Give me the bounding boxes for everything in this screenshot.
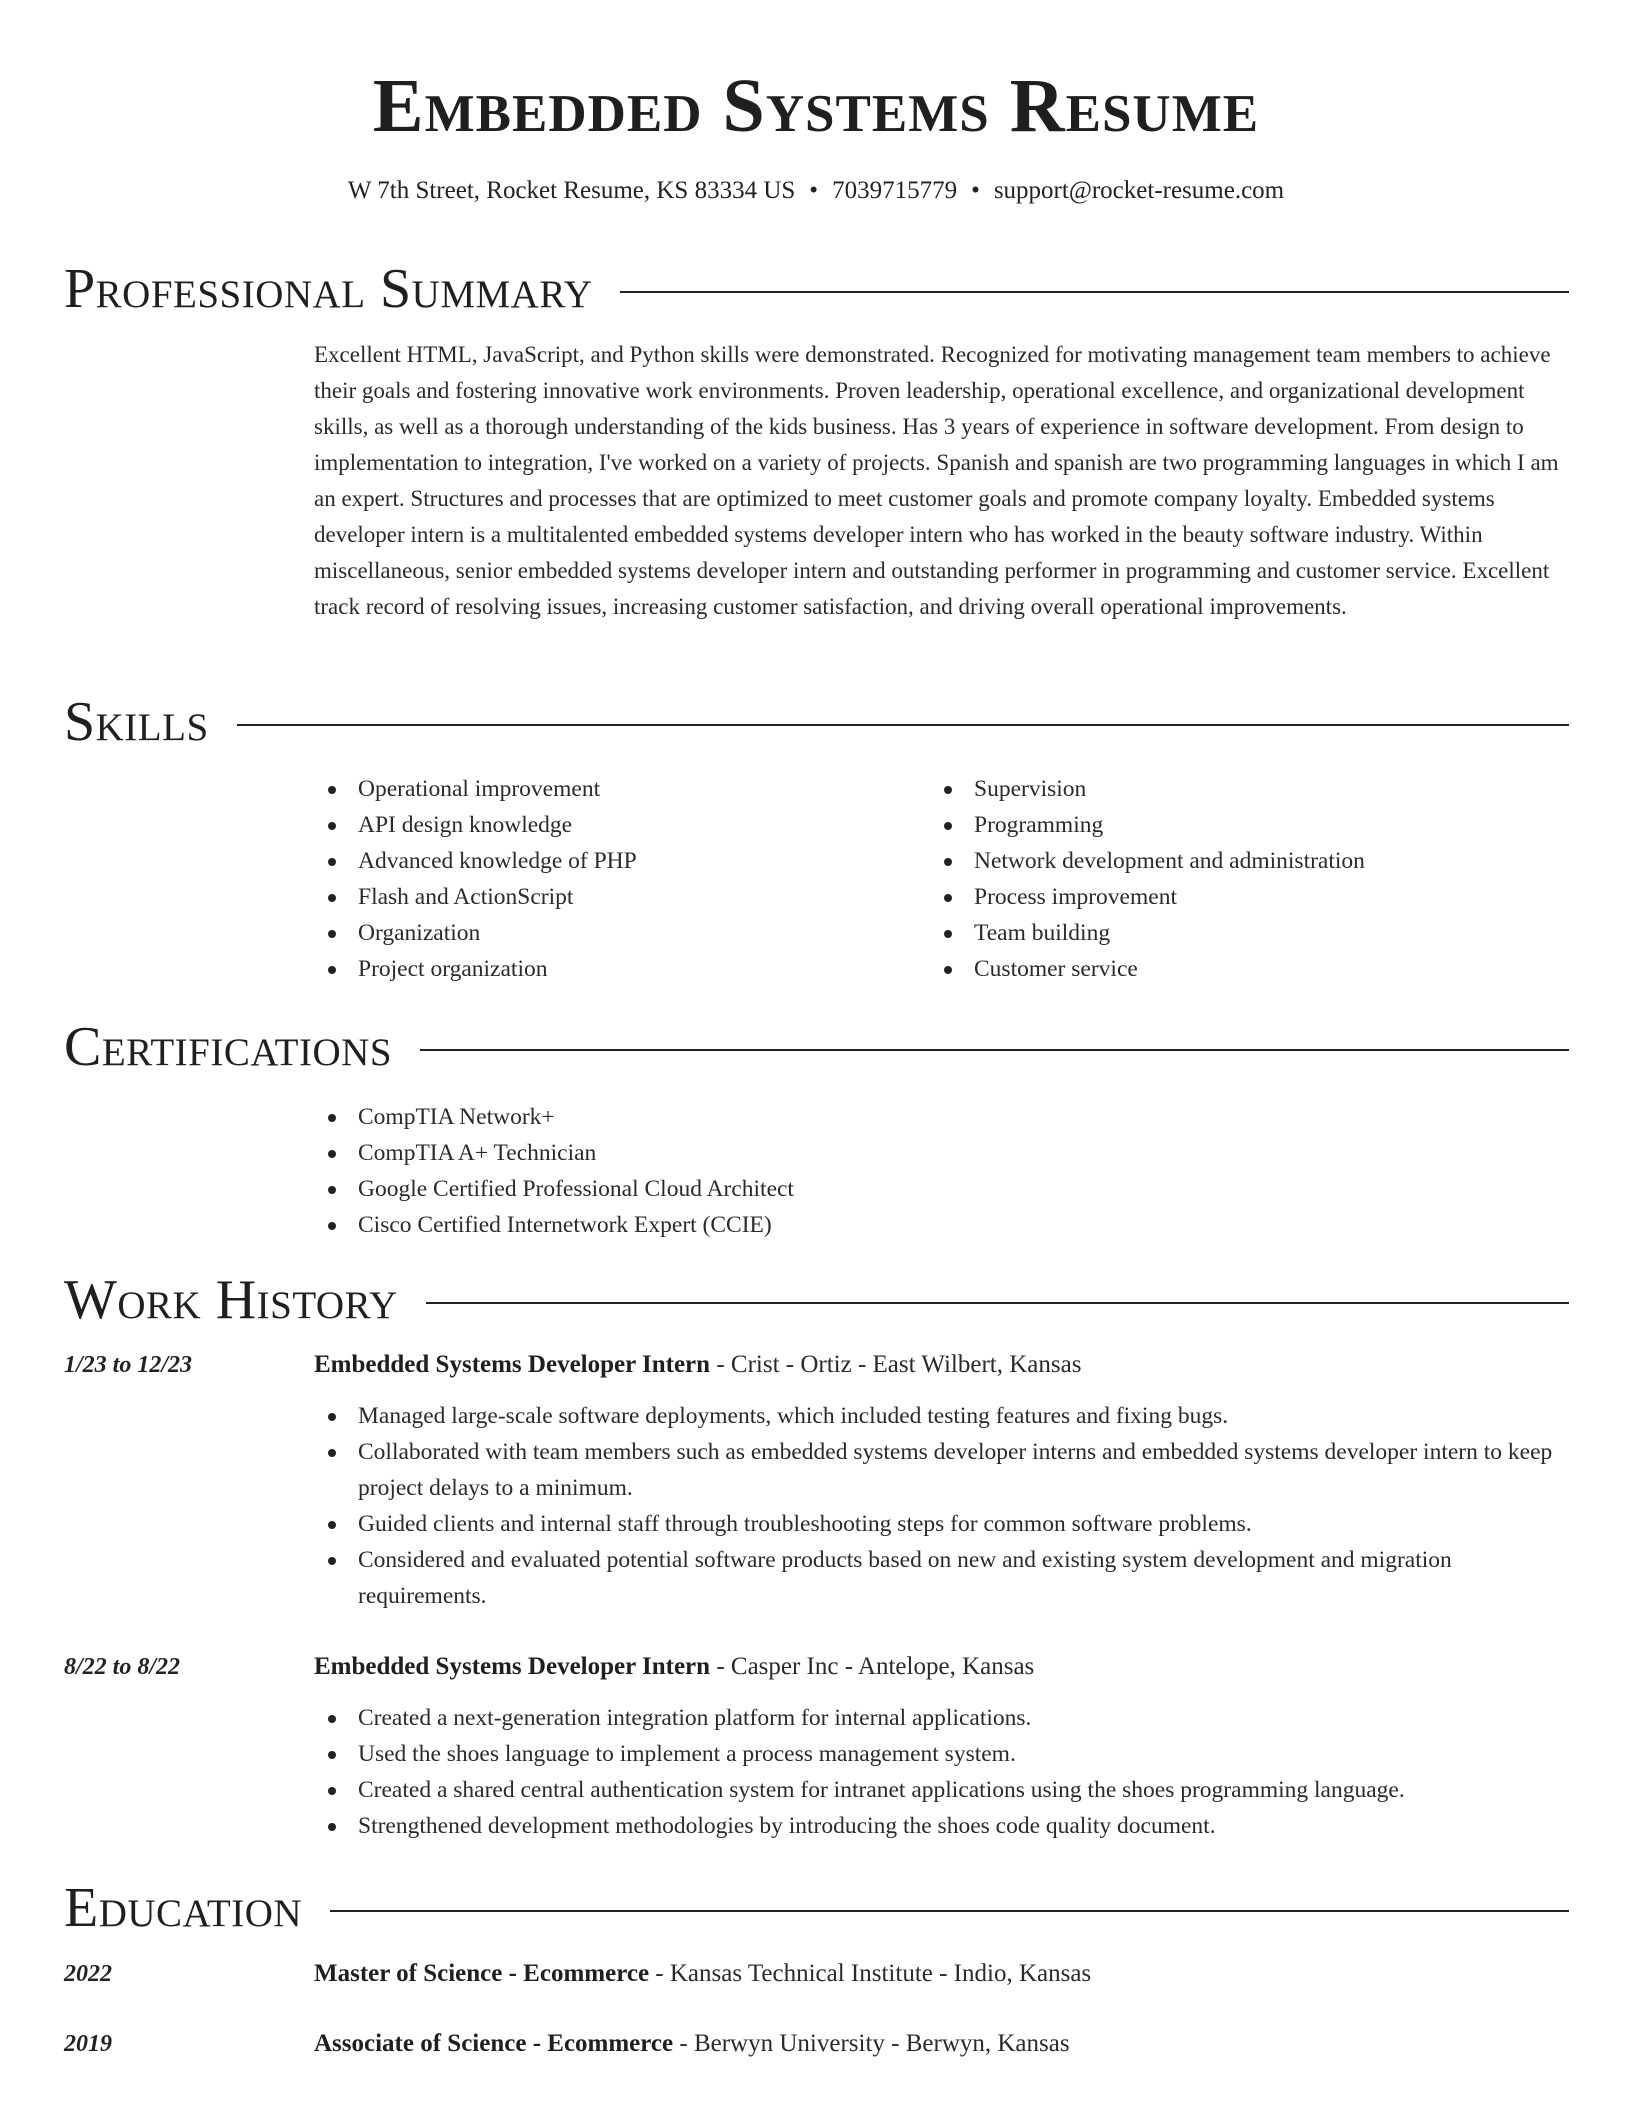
- job-bullet: Collaborated with team members such as embedded systems developer interns and embedded systems developer intern to keep project delays to a minimum.: [314, 1434, 1574, 1506]
- certification-item: Cisco Certified Internetwork Expert (CCIE): [314, 1207, 1564, 1243]
- contact-address: W 7th Street, Rocket Resume, KS 83334 US: [347, 177, 796, 204]
- skill-item: Supervision: [930, 771, 1570, 807]
- job-bullet: Created a shared central authentication system for intranet applications using the shoes programming language.: [314, 1772, 1574, 1808]
- certification-item: CompTIA Network+: [314, 1099, 1564, 1135]
- contact-separator: •: [809, 177, 819, 204]
- education-entry: [314, 2026, 1564, 2062]
- job-dates: 1/23 to 12/23: [64, 1352, 193, 1378]
- education-year: 2022: [64, 1961, 112, 1987]
- skill-item: Programming: [930, 807, 1570, 843]
- skills-list-right: [930, 771, 1570, 987]
- skill-item: Organization: [314, 915, 914, 951]
- skill-item: Project organization: [314, 951, 914, 987]
- resume-title: Embedded Systems Resume: [372, 64, 1260, 148]
- skill-item: Network development and administration: [930, 843, 1570, 879]
- job-company: - Crist - Ortiz - East Wilbert, Kansas: [710, 1351, 1082, 1378]
- section-divider: [237, 724, 1569, 726]
- certification-item: Google Certified Professional Cloud Architect: [314, 1171, 1564, 1207]
- education-degree: Associate of Science - Ecommerce: [314, 2030, 674, 2057]
- section-header-summary: [64, 257, 1569, 321]
- education-year: 2019: [64, 2031, 112, 2057]
- skill-item: Team building: [930, 915, 1570, 951]
- job-bullet: Considered and evaluated potential software products based on new and existing system development and migration requirements.: [314, 1542, 1574, 1614]
- job-dates: 8/22 to 8/22: [64, 1654, 181, 1680]
- section-divider: [330, 1910, 1569, 1912]
- section-divider: [620, 291, 1569, 293]
- education-degree: Master of Science - Ecommerce: [314, 1960, 650, 1987]
- contact-separator: •: [971, 177, 980, 204]
- job-company: - Casper Inc - Antelope, Kansas: [710, 1653, 1035, 1680]
- job-bullets: [314, 1700, 1574, 1844]
- job-bullet: Used the shoes language to implement a process management system.: [314, 1736, 1574, 1772]
- skill-item: API design knowledge: [314, 807, 914, 843]
- section-title-summary: Professional Summary: [64, 258, 593, 320]
- section-title-work-history: Work History: [64, 1269, 398, 1331]
- section-title-education: Education: [64, 1877, 303, 1939]
- certification-item: CompTIA A+ Technician: [314, 1135, 1564, 1171]
- section-header-certifications: [64, 1015, 1569, 1079]
- skill-item: Flash and ActionScript: [314, 879, 914, 915]
- contact-email: support@rocket-resume.com: [993, 177, 1285, 204]
- contact-phone: 7039715779: [832, 177, 958, 204]
- job-bullet: Strengthened development methodologies by introducing the shoes code quality document.: [314, 1808, 1574, 1844]
- certifications-list: [314, 1099, 1564, 1243]
- education-school: - Berwyn University - Berwyn, Kansas: [673, 2030, 1070, 2057]
- skill-item: Process improvement: [930, 879, 1570, 915]
- skill-item: Advanced knowledge of PHP: [314, 843, 914, 879]
- summary-text: Excellent HTML, JavaScript, and Python skills were demonstrated. Recognized for motivating management team members to achieve their goals and fostering innovative work environments. Proven leadership, operational excellence, and organizational development skills, as well as a thorough understanding of the kids business. Has 3 years of experience in software development. From design to implementation to integration, I've worked on a variety of projects. Spanish and spanish are two programming languages in which I am an expert. Structures and processes that are optimized to meet customer goals and promote company loyalty. Embedded systems developer intern is a multitalented embedded systems developer intern who has worked in the beauty software industry. Within miscellaneous, senior embedded systems developer intern and outstanding performer in programming and customer service. Excellent track record of resolving issues, increasing customer satisfaction, and driving overall operational improvements.: [314, 342, 1559, 619]
- section-divider: [426, 1302, 1569, 1304]
- education-entry: [314, 1956, 1564, 1992]
- education-school: - Kansas Technical Institute - Indio, Kansas: [649, 1960, 1092, 1987]
- section-header-education: [64, 1876, 1569, 1940]
- job-bullet: Guided clients and internal staff through troubleshooting steps for common software problems.: [314, 1506, 1574, 1542]
- skill-item: Customer service: [930, 951, 1570, 987]
- job-title: Embedded Systems Developer Intern: [314, 1653, 711, 1680]
- job-bullets: [314, 1398, 1574, 1614]
- skills-list-left: [314, 771, 914, 987]
- contact-line: [0, 174, 1632, 208]
- section-divider: [420, 1049, 1569, 1051]
- section-title-skills: Skills: [64, 691, 209, 753]
- job-bullet: Created a next-generation integration platform for internal applications.: [314, 1700, 1574, 1736]
- job-title: Embedded Systems Developer Intern: [314, 1351, 711, 1378]
- section-header-skills: [64, 690, 1569, 754]
- skill-item: Operational improvement: [314, 771, 914, 807]
- section-header-work-history: [64, 1268, 1569, 1332]
- job-heading: [314, 1347, 1564, 1383]
- job-bullet: Managed large-scale software deployments, which included testing features and fixing bugs.: [314, 1398, 1574, 1434]
- job-heading: [314, 1649, 1564, 1685]
- section-title-certifications: Certifications: [64, 1016, 393, 1078]
